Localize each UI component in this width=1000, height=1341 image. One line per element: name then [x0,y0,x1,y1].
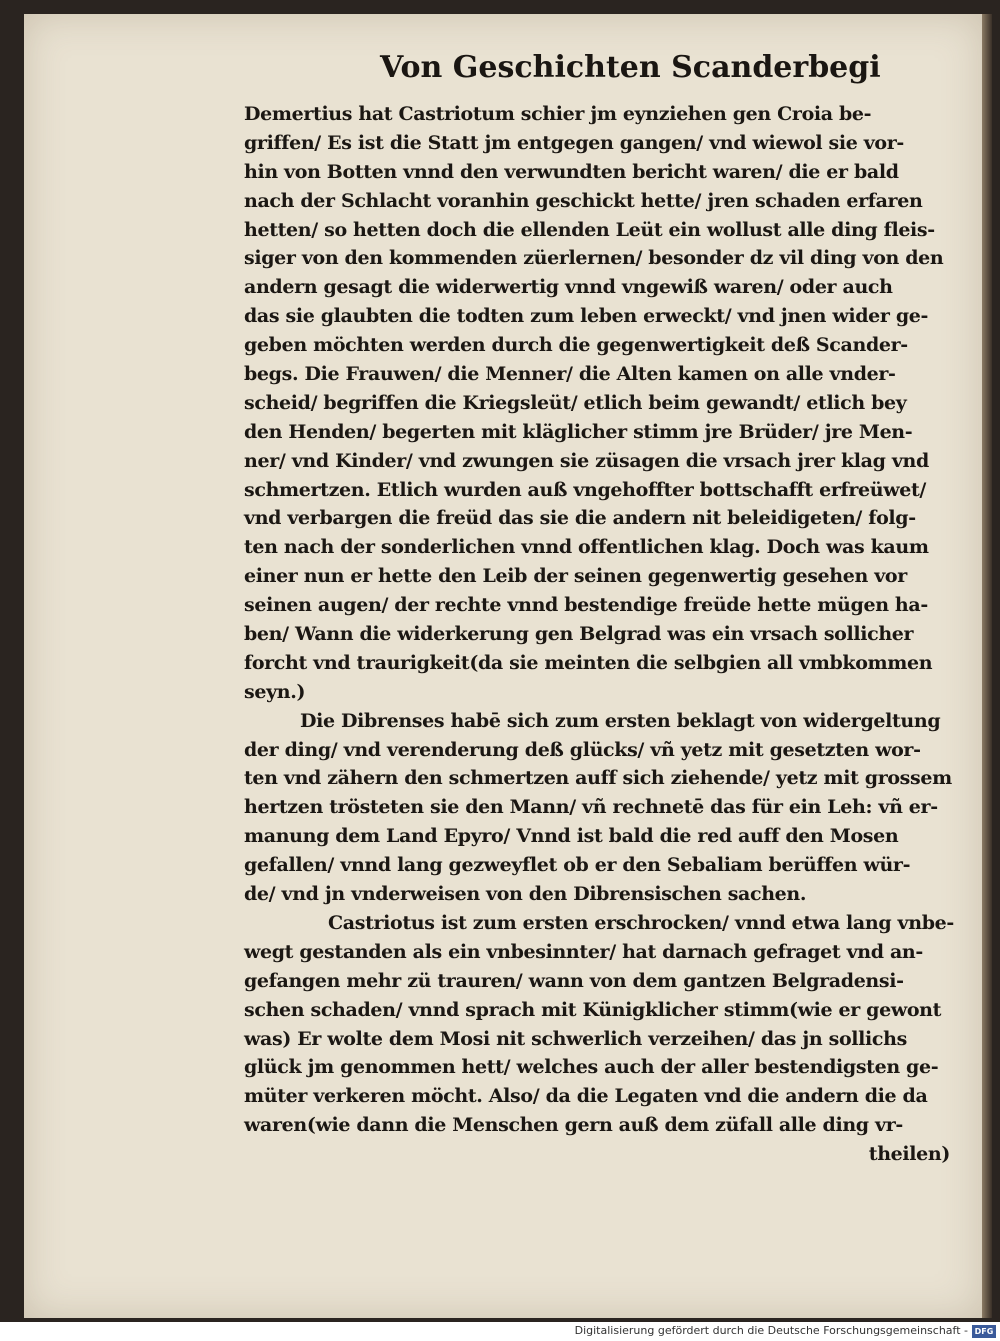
text-line: scheid/ begriffen die Kriegsleüt/ etlich beim gewandt/ etlich bey [244,391,907,414]
text-line: begs. Die Frauwen/ die Menner/ die Alten kamen on alle vnder- [244,363,896,386]
text-line: Castriotus ist zum ersten erschrocken/ vnnd etwa lang vnbe- [328,911,954,934]
catchword: theilen) [868,1143,950,1166]
footer [0,1322,1000,1341]
text-line: manung dem Land Epyro/ Vnnd ist bald die red auff den Mosen [244,825,899,848]
paragraph [244,100,964,707]
text-line: den Henden/ begerten mit kläglicher stimm jre Brüder/ jre Men- [244,420,913,443]
text-line: hetten/ so hetten doch die ellenden Leüt ein wollust alle ding fleis- [244,218,935,241]
footer-credit: Digitalisierung gefördert durch die Deutsche Forschungsgemeinschaft - [574,1324,968,1337]
paragraph [244,909,964,1140]
text-line: schen schaden/ vnnd sprach mit Künigklicher stimm(wie er gewont [244,998,942,1021]
text-line: hertzen trösteten sie den Mann/ vñ rechnetē das für ein Leh: vñ er- [244,796,938,819]
text-line: müter verkeren möcht. Also/ da die Legaten vnd die andern die da [244,1085,928,1108]
text-line: seinen augen/ der rechte vnnd bestendige freüde hette mügen ha- [244,594,928,617]
text-line: hin von Botten vnnd den verwundten bericht waren/ die er bald [244,160,899,183]
text-line: siger von den kommenden züerlernen/ besonder dz vil ding von den [244,247,944,270]
text-line: de/ vnd jn vnderweisen von den Dibrensischen sachen. [244,883,807,906]
text-line: geben möchten werden durch die gegenwertigkeit deß Scander- [244,334,908,357]
dfg-logo: DFG [972,1325,996,1338]
text-line: forcht vnd traurigkeit(da sie meinten die selbgien all vmbkommen [244,651,933,674]
text-line: gefallen/ vnnd lang gezweyflet ob er den Sebaliam berüffen wür- [244,854,911,877]
page-edge [982,14,992,1318]
text-line: was) Er wolte dem Mosi nit schwerlich verzeihen/ das jn sollichs [244,1027,907,1050]
text-line: ten vnd zähern den schmertzen auff sich ziehende/ yetz mit grossem [244,767,952,790]
text-line: der ding/ vnd verenderung deß glücks/ vñ yetz mit gesetzten wor- [244,738,921,761]
text-line: einer nun er hette den Leib der seinen gegenwertig gesehen vor [244,565,907,588]
text-line: Die Dibrenses habē sich zum ersten beklagt von widergeltung [300,709,941,732]
text-line: glück jm genommen hett/ welches auch der aller bestendigsten ge- [244,1056,939,1079]
text-line: ten nach der sonderlichen vnnd offentlichen klag. Doch was kaum [244,536,929,559]
text-line: das sie glaubten die todten zum leben erweckt/ vnd jnen wider ge- [244,305,929,328]
text-line: waren(wie dann die Menschen gern auß dem züfall alle ding vr- [244,1114,903,1137]
text-line: ner/ vnd Kinder/ vnd zwungen sie züsagen die vrsach jrer klag vnd [244,449,929,472]
paragraph [244,707,964,909]
text-line: griffen/ Es ist die Statt jm entgegen gangen/ vnd wiewol sie vor- [244,131,904,154]
text-line: seyn.) [244,680,306,703]
text-line: ben/ Wann die widerkerung gen Belgrad was ein vrsach sollicher [244,623,914,646]
text-line: Demertius hat Castriotum schier jm eynziehen gen Croia be- [244,103,872,125]
text-line: gefangen mehr zü trauren/ wann von dem gantzen Belgradensi- [244,969,904,992]
running-head: Von Geschichten Scanderbegi [380,50,881,85]
text-line: vnd verbargen die freüd das sie die andern nit beleidigeten/ folg- [244,507,916,530]
text-line: wegt gestanden als ein vnbesinnter/ hat darnach gefraget vnd an- [244,940,923,963]
text-line: schmertzen. Etlich wurden auß vngehoffter bottschafft erfreüwet/ [244,478,926,501]
text-line: andern gesagt die widerwertig vnnd vngewiß waren/ oder auch [244,276,893,299]
text-line: nach der Schlacht voranhin geschickt hette/ jren schaden erfaren [244,189,923,212]
text-block [244,100,964,1169]
